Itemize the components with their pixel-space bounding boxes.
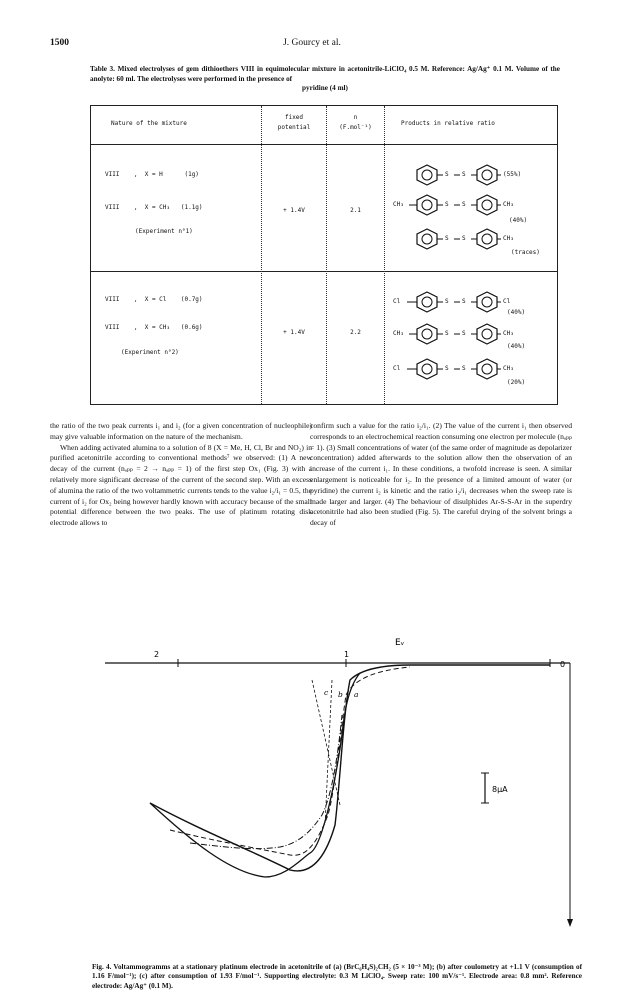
tick-label-1: 1: [344, 650, 350, 659]
sulfur-atom: S: [462, 235, 466, 242]
product-row: [387, 162, 557, 186]
paragraph: When adding activated alumina to a solution of 8 (X = Me, H, Cl, Br and NO₂) in purified acetonitrile according to conventional methods⁷ we observed: (1) A new decay of the current (nₐₚₚ = 2 → nₐₚₚ = 1) of the first step Ox₁ (Fig. 3) with a relatively more significant decrease of the current of the second step. With an excess of alumina the ratio of the two voltammetric currents tends to the value i₂/i₁ = 0.5, the current of i₂ for Ox₂ being however hardly known with accuracy because of the small potential difference between the two peaks. The use of platinum rotating disk electrode allows to: [50, 442, 312, 528]
curve-label-c: c: [324, 688, 329, 697]
curve-label-b: b: [338, 690, 343, 699]
substituent-right: CH₃: [503, 235, 514, 242]
substituent-left: CH₃: [393, 330, 404, 337]
g2-row2: VIII , X = CH₃ (0.6g): [105, 324, 203, 331]
product-structure: [387, 289, 557, 313]
figure-caption: Fig. 4. Voltammogramms at a stationary platinum electrode in acetonitrile of (a) (BrC₆H₄S)₂CH₂ (5 × 10⁻³ M); (b) after coulometry at +1.1 V (consumption of 1.16 F/mol⁻¹); (c) after consumption of 1.93 F/mol⁻¹. Supporting electrolyte: 0.3 M LiClO₄. Sweep rate: 100 mV/s⁻¹. Electrode area: 0.8 mm². Reference electrode: Ag/Ag⁺ (0.1 M).: [92, 963, 582, 990]
product-ratio: (40%): [507, 309, 526, 316]
g1-potential: + 1.4V: [283, 207, 305, 214]
product-structure: [387, 192, 557, 216]
sulfur-atom: S: [445, 235, 449, 242]
body-column-right: [310, 421, 572, 529]
page-header: [50, 38, 574, 52]
substituent-left: Cl: [393, 365, 401, 372]
arrow-down-icon: [567, 919, 573, 927]
sulfur-atom: S: [462, 201, 466, 208]
header-potential: potential: [277, 124, 311, 131]
product-structure: [387, 162, 557, 186]
sulfur-atom: S: [445, 298, 449, 305]
running-title: J. Gourcy et al.: [283, 38, 341, 48]
product-ratio: (40%): [509, 217, 528, 224]
g1-n: 2.1: [350, 207, 361, 214]
curve-a-return: [150, 673, 360, 877]
product-row: [387, 356, 557, 386]
column-separator: [384, 106, 385, 404]
g2-potential: + 1.4V: [283, 329, 305, 336]
axis-label: Eᵥ: [395, 638, 405, 648]
sulfur-atom: S: [462, 298, 466, 305]
substituent-right: CH₃: [503, 201, 514, 208]
product-row: [387, 192, 557, 224]
curve-a: [150, 665, 550, 871]
sulfur-atom: S: [445, 365, 449, 372]
curve-b: [170, 667, 410, 855]
header-f-mol: (F.mol⁻¹): [339, 124, 372, 131]
curve-c: [190, 715, 342, 849]
paragraph: the ratio of the two peak currents i₁ and i₂ (for a given concentration of nucleophile) may give valuable information on the nature of the mechanism.: [50, 421, 312, 441]
header-products: Products in relative ratio: [401, 120, 495, 127]
sulfur-atom: S: [462, 171, 466, 178]
product-row: [387, 289, 557, 316]
product-structure: [387, 356, 557, 380]
product-row: [387, 321, 557, 350]
substituent-right: CH₃: [503, 330, 514, 337]
g1-experiment: (Experiment n°1): [135, 228, 193, 235]
guide-line: [312, 680, 340, 805]
g2-experiment: (Experiment n°2): [121, 349, 179, 356]
header-n: n: [353, 114, 358, 121]
sulfur-atom: S: [462, 365, 466, 372]
g2-row1: VIII , X = Cl (0.7g): [105, 296, 203, 303]
results-table: [90, 105, 558, 405]
substituent-right: CH₃: [503, 365, 514, 372]
product-structure: [387, 226, 557, 250]
sulfur-atom: S: [462, 330, 466, 337]
tick-label-0: 0: [560, 660, 566, 669]
table-header-rule: [91, 144, 557, 145]
voltammogram-plot: [50, 625, 580, 950]
g1-row1: VIII , X = H (1g): [105, 171, 199, 178]
product-structure: [387, 321, 557, 345]
tick-label-2: 2: [154, 650, 160, 659]
product-ratio: (40%): [507, 343, 526, 350]
substituent-right: Cl: [503, 298, 511, 305]
product-ratio: (55%): [503, 171, 522, 178]
body-column-left: [50, 421, 312, 529]
paragraph: confirm such a value for the ratio i₂/i₁. (2) The value of the current i₁ then observed corresponds to an electrochemical reaction consuming one electron per molecule (nₐₚₚ = 1). (3) Small concentrations of water (of the same order of magnitude as depolarizer concentration) added afterwards to the solution allow then the observation of an increase of the current i₁. In these conditions, a twofold increase is seen. A similar enlargement is noticeable for i₂. In the presence of a limited amount of water (or pyridine) the current i₂ is kinetic and the ratio i₂/i₁ decreases when the sweep rate is made larger and larger. (4) The behaviour of disulphides Ar-S-S-Ar in the superdry acetonitrile had also been studied (Fig. 5). The careful drying of the solvent brings a decay of: [310, 421, 573, 528]
curve-label-a: a: [354, 690, 359, 699]
table-group-rule: [91, 271, 557, 272]
sulfur-atom: S: [445, 201, 449, 208]
substituent-left: Cl: [393, 298, 401, 305]
header-fixed: fixed: [284, 114, 304, 121]
column-separator: [326, 106, 327, 404]
figure-4: [50, 625, 580, 950]
sulfur-atom: S: [445, 330, 449, 337]
product-ratio: (20%): [507, 379, 526, 386]
table-caption: [90, 65, 560, 94]
scale-label: 8μA: [492, 785, 508, 794]
g1-row2: VIII , X = CH₃ (1.1g): [105, 204, 203, 211]
header-nature: Nature of the mixture: [111, 120, 187, 127]
sulfur-atom: S: [445, 171, 449, 178]
page-number: 1500: [50, 38, 69, 48]
column-separator: [261, 106, 262, 404]
product-row: [387, 226, 557, 256]
g2-n: 2.2: [350, 329, 361, 336]
table-caption-text: Table 3. Mixed electrolyses of gem dithioethers VIII in equimolecular mixture in acetonitrile-LiClO₄ 0.5 M. Reference: Ag/Ag⁺ 0.1 M. Volume of the anolyte: 60 ml. The electrolyses were performed in the presence of: [90, 65, 560, 83]
substituent-left: CH₃: [393, 201, 404, 208]
table-caption-last-line: pyridine (4 ml): [302, 84, 348, 93]
product-ratio: (traces): [511, 249, 540, 256]
